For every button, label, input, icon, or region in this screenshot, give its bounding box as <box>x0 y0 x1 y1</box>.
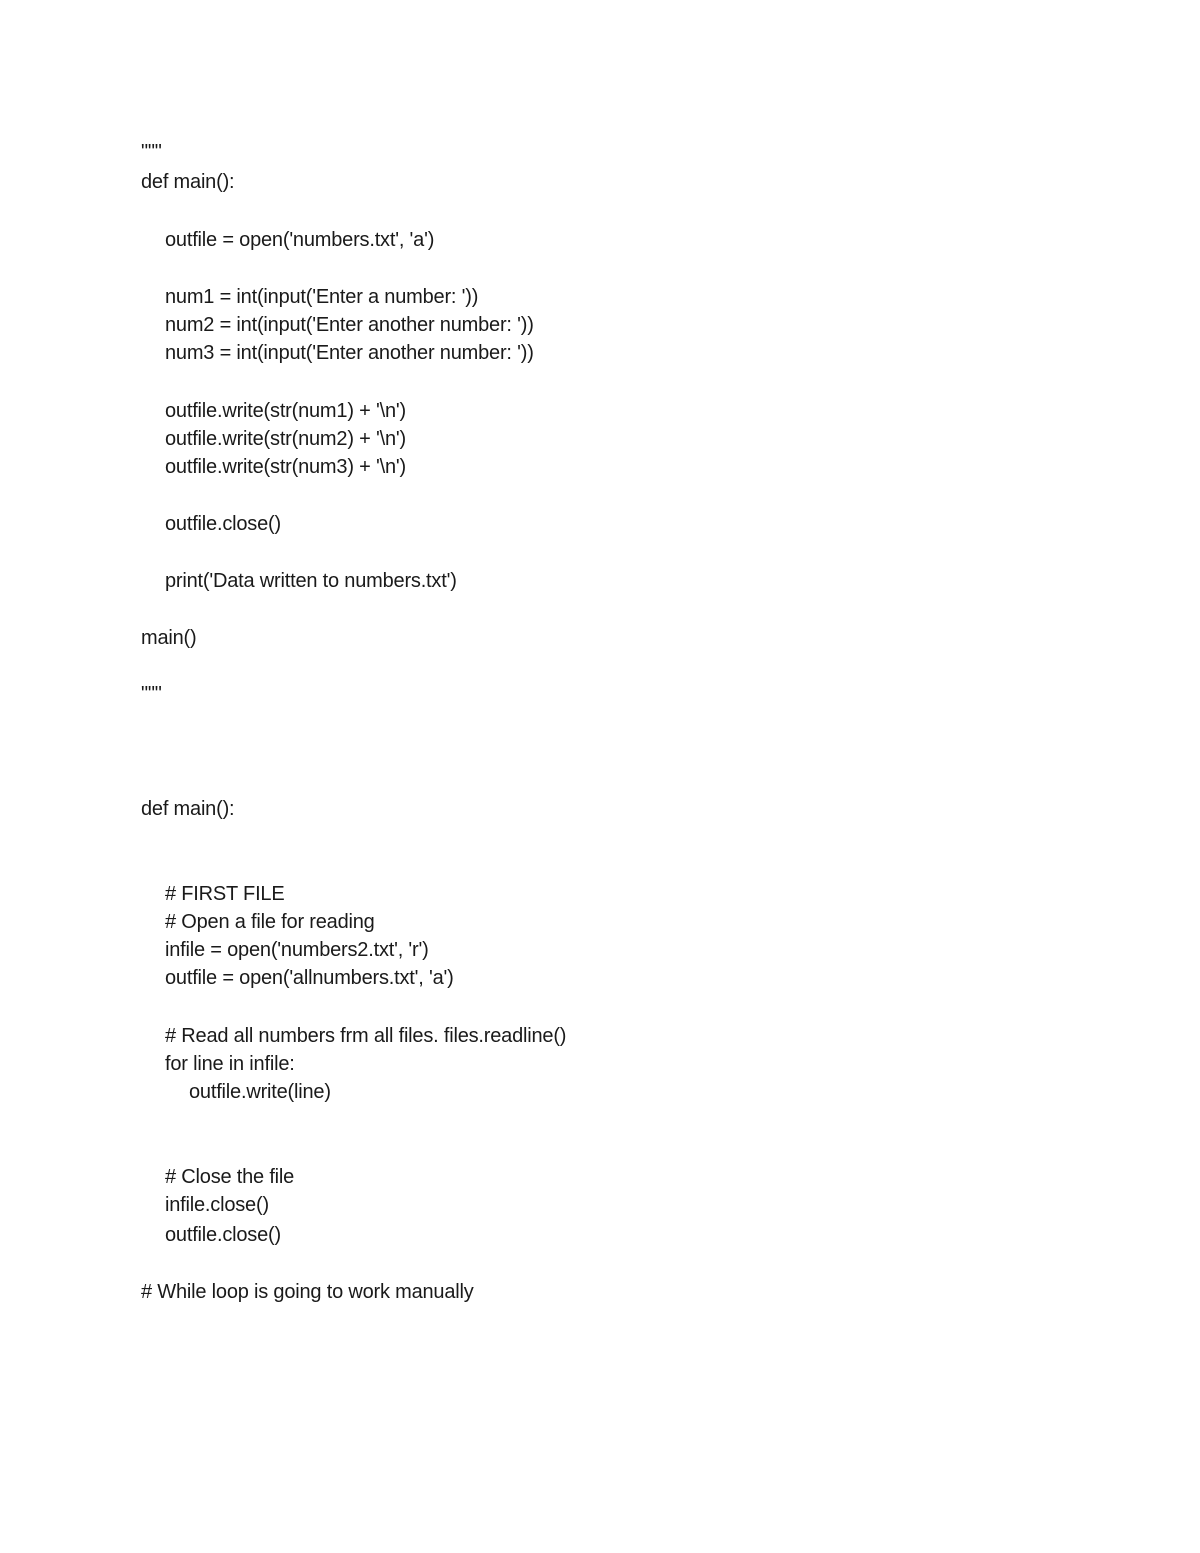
code-line-outfile-close: outfile.close() <box>165 1224 281 1246</box>
code-line-write-num3: outfile.write(str(num3) + '\n') <box>165 456 406 478</box>
code-line-infile-close: infile.close() <box>165 1194 269 1216</box>
code-line-print: print('Data written to numbers.txt') <box>165 570 457 592</box>
code-line-comment-first-file: # FIRST FILE <box>165 883 285 905</box>
code-line-comment-read: # Read all numbers frm all files. files.readline() <box>165 1025 567 1047</box>
code-line-write-line: outfile.write(line) <box>189 1081 331 1103</box>
code-line-docstring-open: """ <box>141 141 162 163</box>
code-line-num2: num2 = int(input('Enter another number: ')) <box>165 314 534 336</box>
code-line-open-infile: infile = open('numbers2.txt', 'r') <box>165 939 429 961</box>
code-line-for-loop: for line in infile: <box>165 1053 295 1075</box>
code-line-num3: num3 = int(input('Enter another number: ')) <box>165 342 534 364</box>
code-line-open-allnumbers: outfile = open('allnumbers.txt', 'a') <box>165 967 454 989</box>
code-line-num1: num1 = int(input('Enter a number: ')) <box>165 286 479 308</box>
code-line-comment-open: # Open a file for reading <box>165 911 375 933</box>
code-line-def-main-2: def main(): <box>141 798 235 820</box>
code-line-comment-while: # While loop is going to work manually <box>141 1281 474 1303</box>
code-line-open-outfile: outfile = open('numbers.txt', 'a') <box>165 229 435 251</box>
code-line-main-call: main() <box>141 627 197 649</box>
code-line-write-num2: outfile.write(str(num2) + '\n') <box>165 428 406 450</box>
code-line-def-main: def main(): <box>141 171 235 193</box>
code-line-write-num1: outfile.write(str(num1) + '\n') <box>165 400 406 422</box>
code-line-close: outfile.close() <box>165 513 281 535</box>
code-line-docstring-close: """ <box>141 683 162 705</box>
code-line-comment-close: # Close the file <box>165 1166 295 1188</box>
